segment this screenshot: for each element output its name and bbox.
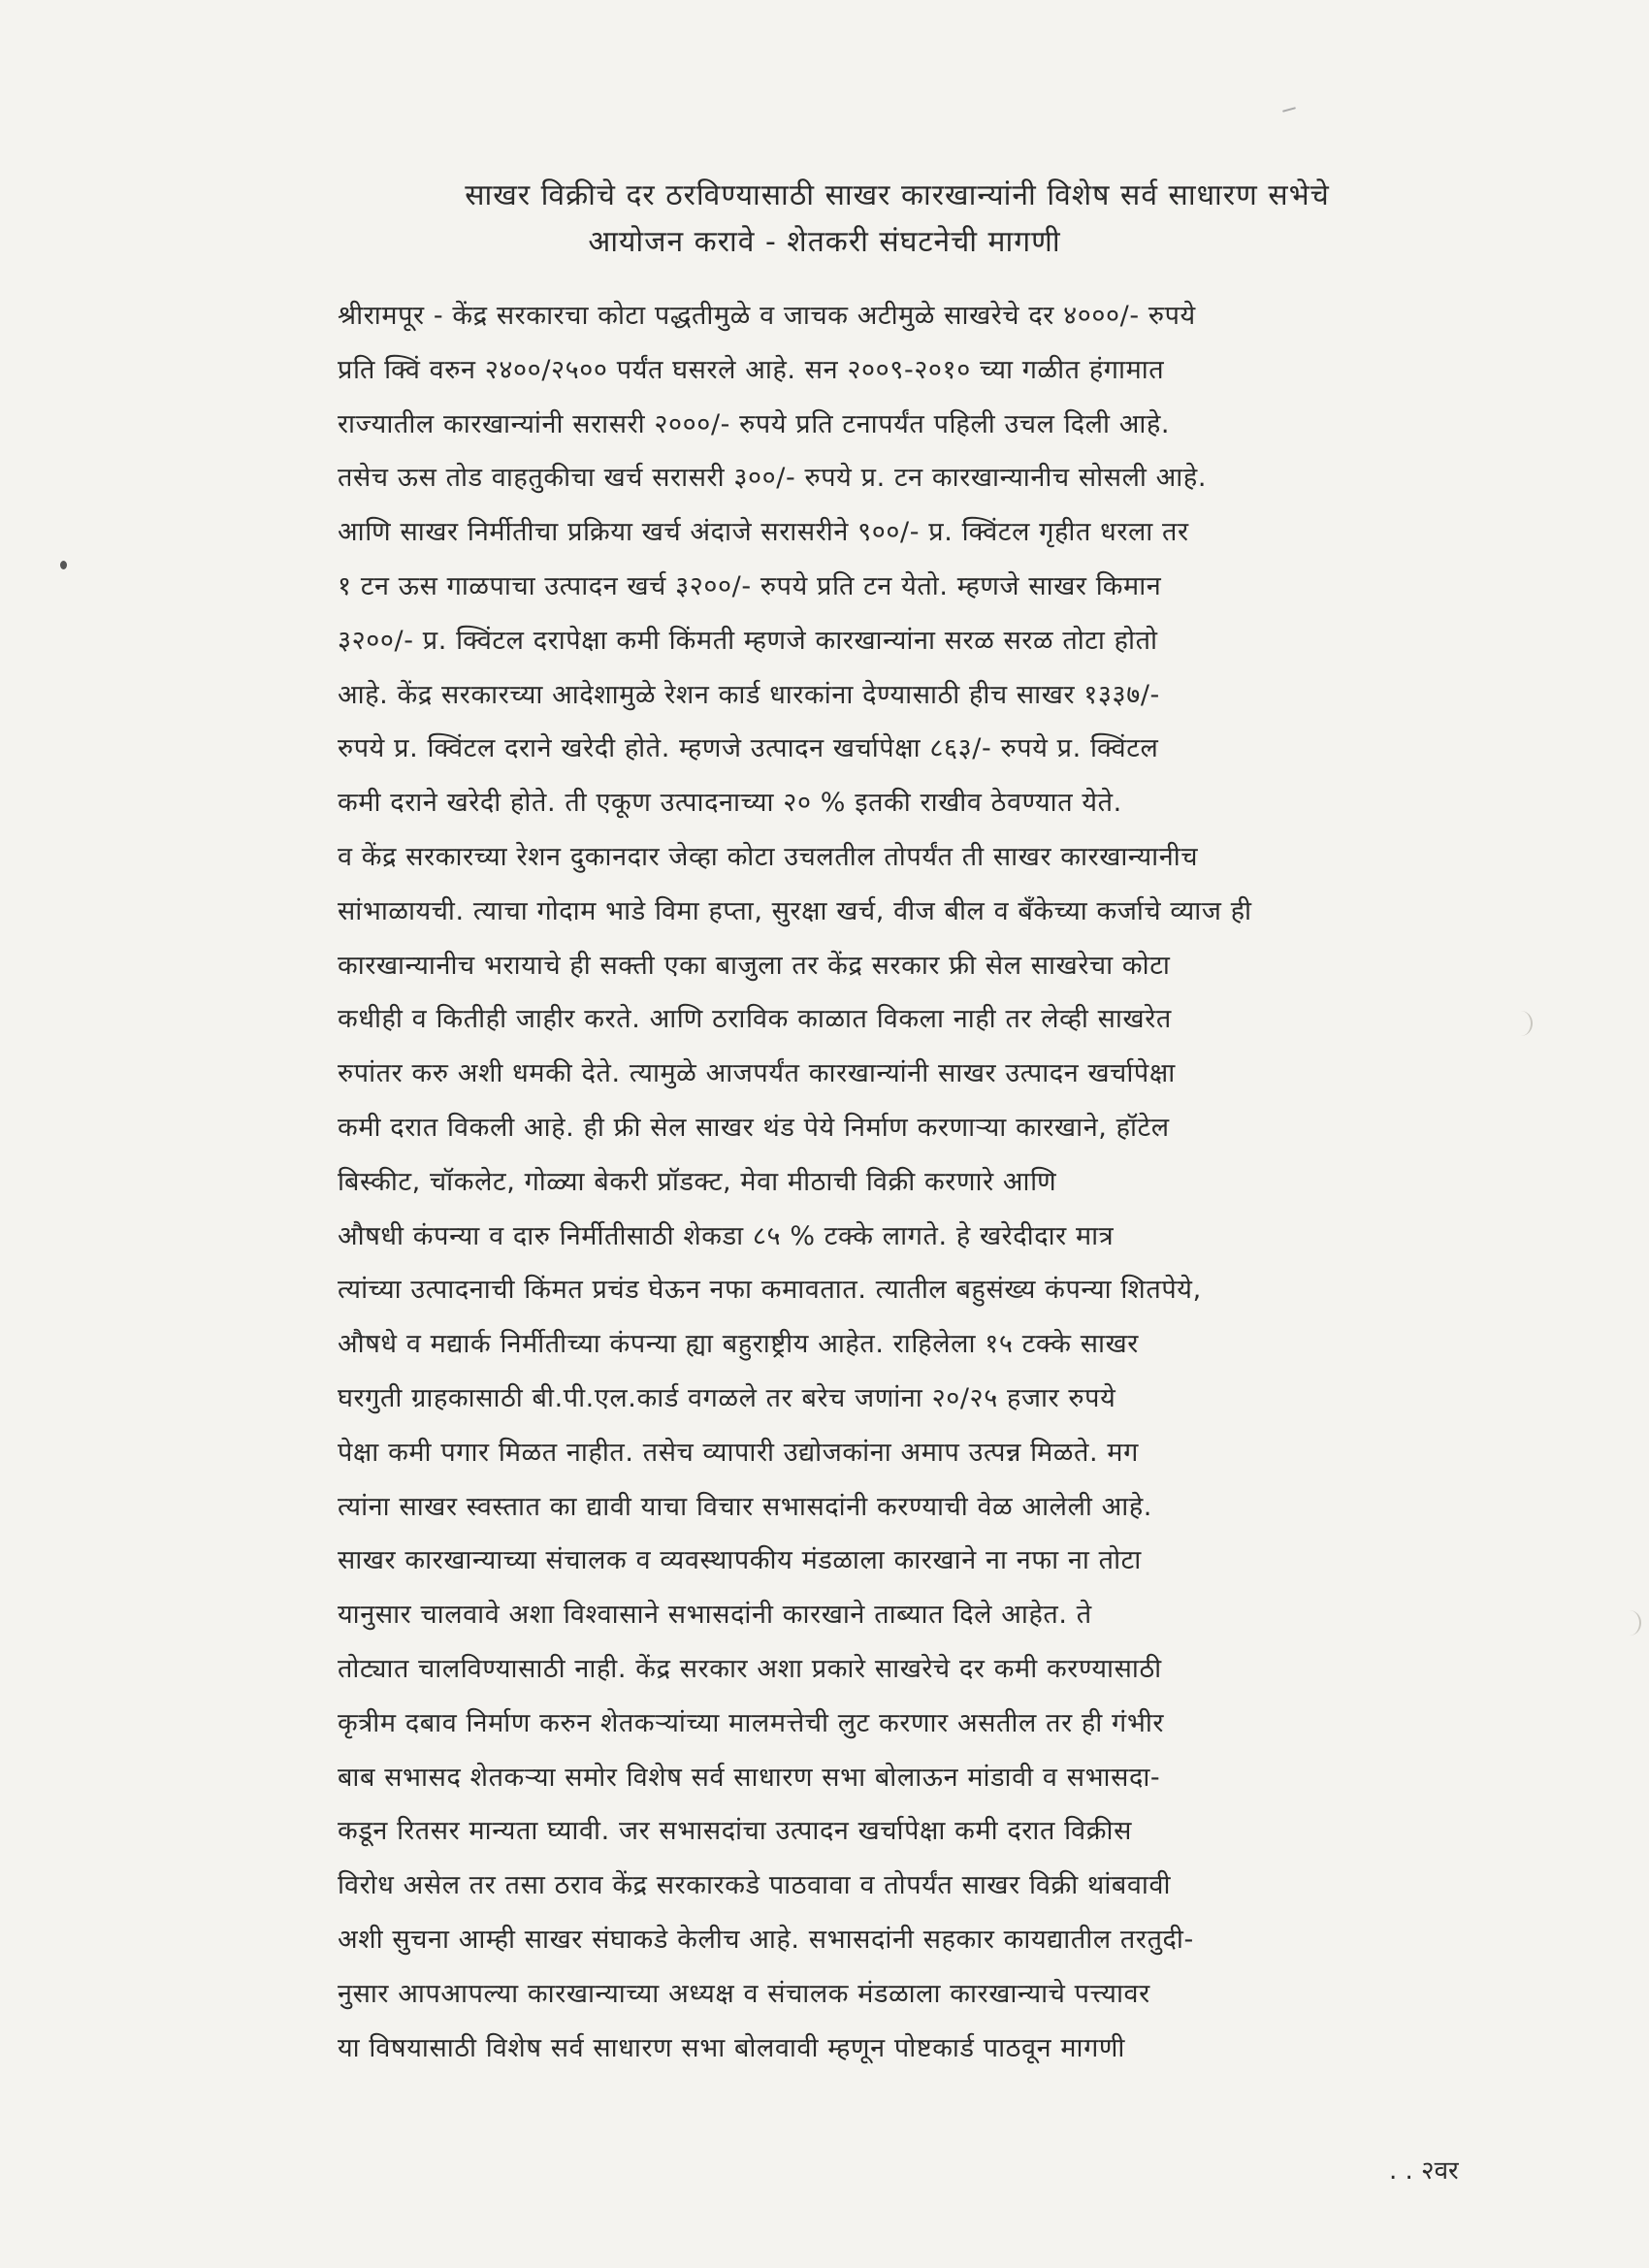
body-line: कडून रितसर मान्यता घ्यावी. जर सभासदांचा उत्पादन खर्चापेक्षा कमी दरात विक्रीस <box>338 1816 1132 1847</box>
body-line: रुपये प्र. क्विंटल दराने खरेदी होते. म्हणजे उत्पादन खर्चापेक्षा ८६३/- रुपये प्र. क्विंटल <box>338 733 1159 764</box>
body-line: १ टन ऊस गाळपाचा उत्पादन खर्च ३२००/- रुपये प्रति टन येतो. म्हणजे साखर किमान <box>338 570 1162 601</box>
body-line: ३२००/- प्र. क्विंटल दरापेक्षा कमी किंमती म्हणजे कारखान्यांना सरळ सरळ तोटा होतो <box>338 625 1158 656</box>
body-line: घरगुती ग्राहकासाठी बी.पी.एल.कार्ड वगळले तर बरेच जणांना २०/२५ हजार रुपये <box>338 1382 1116 1413</box>
body-line: अशी सुचना आम्ही साखर संघाकडे केलीच आहे. सभासदांनी सहकार कायद्यातील तरतुदी- <box>338 1924 1194 1955</box>
body-line: साखर कारखान्याच्या संचालक व व्यवस्थापकीय मंडळाला कारखाने ना नफा ना तोटा <box>338 1545 1142 1576</box>
document-heading <box>0 173 1649 266</box>
body-line: कमी दराने खरेदी होते. ती एकूण उत्पादनाच्या २० % इतकी राखीव ठेवण्यात येते. <box>338 788 1122 819</box>
body-line: यानुसार चालवावे अशा विश्वासाने सभासदांनी कारखाने ताब्यात दिले आहेत. ते <box>338 1600 1092 1631</box>
heading-line-1: साखर विक्रीचे दर ठरविण्यासाठी साखर कारखान्यांनी विशेष सर्व साधारण सभेचे <box>465 178 1330 212</box>
body-line: बिस्कीट, चॉकलेट, गोळ्या बेकरी प्रॉडक्ट, मेवा मीठाची विक्री करणारे आणि <box>338 1166 1057 1197</box>
body-line: राज्यातील कारखान्यांनी सरासरी २०००/- रुपये प्रति टनापर्यंत पहिली उचल दिली आहे. <box>338 408 1171 439</box>
body-line: कृत्रीम दबाव निर्माण करुन शेतकऱ्यांच्या मालमत्तेची लुट करणार असतील तर ही गंभीर <box>338 1707 1165 1738</box>
body-line: आणि साखर निर्मीतीचा प्रक्रिया खर्च अंदाजे सरासरीने ९००/- प्र. क्विंटल गृहीत धरला तर <box>338 517 1189 548</box>
body-line: व केंद्र सरकारच्या रेशन दुकानदार जेव्हा कोटा उचलतील तोपर्यंत ती साखर कारखान्यानीच <box>338 841 1199 872</box>
body-line: औषधे व मद्यार्क निर्मीतीच्या कंपन्या ह्या बहुराष्ट्रीय आहेत. राहिलेला १५ टक्के साखर <box>338 1329 1139 1360</box>
letter-body <box>338 289 1531 2075</box>
body-line: विरोध असेल तर तसा ठराव केंद्र सरकारकडे पाठवावा व तोपर्यंत साखर विक्री थांबवावी <box>338 1870 1172 1901</box>
body-line: कमी दरात विकली आहे. ही फ्री सेल साखर थंड पेये निर्माण करणाऱ्या कारखाने, हॉटेल <box>338 1112 1170 1143</box>
body-line: आहे. केंद्र सरकारच्या आदेशामुळे रेशन कार्ड धारकांना देण्यासाठी हीच साखर १३३७/- <box>338 679 1160 710</box>
body-line: श्रीरामपूर - केंद्र सरकारचा कोटा पद्धतीमुळे व जाचक अटीमुळे साखरेचे दर ४०००/- रुपये <box>338 301 1196 331</box>
body-line: त्यांच्या उत्पादनाची किंमत प्रचंड घेऊन नफा कमावतात. त्यातील बहुसंख्य कंपन्या शितपेये, <box>338 1275 1202 1306</box>
body-line: त्यांना साखर स्वस्तात का द्यावी याचा विचार सभासदांनी करण्याची वेळ आलेली आहे. <box>338 1491 1152 1522</box>
body-line: पेक्षा कमी पगार मिळत नाहीत. तसेच व्यापारी उद्योजकांना अमाप उत्पन्न मिळते. मग <box>338 1437 1139 1468</box>
body-line: कधीही व कितीही जाहीर करते. आणि ठराविक काळात विकला नाही तर लेव्ही साखरेत <box>338 1004 1172 1035</box>
body-line: सांभाळायची. त्याचा गोदाम भाडे विमा हप्ता, सुरक्षा खर्च, वीज बील व बँकेच्या कर्जाचे व्याज ही <box>338 895 1252 926</box>
continued-page-marker: . . २वर <box>1389 2156 1459 2186</box>
body-line: प्रति क्विं वरुन २४००/२५०० पर्यंत घसरले आहे. सन २००९-२०१० च्या गळीत हंगामात <box>338 354 1165 385</box>
body-line: तसेच ऊस तोड वाहतुकीचा खर्च सरासरी ३००/- रुपये प्र. टन कारखान्यानीच सोसली आहे. <box>338 463 1207 494</box>
pen-mark <box>1282 107 1296 113</box>
heading-line-2: आयोजन करावे - शेतकरी संघटनेची मागणी <box>588 225 1061 259</box>
ink-speck <box>60 561 67 569</box>
body-line: या विषयासाठी विशेष सर्व साधारण सभा बोलवावी म्हणून पोष्टकार्ड पाठवून मागणी <box>338 2032 1125 2063</box>
body-line: नुसार आपआपल्या कारखान्याच्या अध्यक्ष व संचालक मंडळाला कारखान्याचे पत्त्यावर <box>338 1978 1150 2009</box>
body-line: तोट्यात चालविण्यासाठी नाही. केंद्र सरकार अशा प्रकारे साखरेचे दर कमी करण्यासाठी <box>338 1653 1162 1684</box>
body-line: बाब सभासद शेतकऱ्या समोर विशेष सर्व साधारण सभा बोलाऊन मांडावी व सभासदा- <box>338 1762 1161 1793</box>
body-line: कारखान्यानीच भरायाचे ही सक्ती एका बाजुला तर केंद्र सरकार फ्री सेल साखरेचा कोटा <box>338 950 1171 981</box>
body-line: औषधी कंपन्या व दारु निर्मीतीसाठी शेकडा ८५ % टक्के लागते. हे खरेदीदार मात्र <box>338 1220 1115 1251</box>
paper-fold-mark <box>1618 1610 1641 1636</box>
body-line: रुपांतर करु अशी धमकी देते. त्यामुळे आजपर्यंत कारखान्यांनी साखर उत्पादन खर्चापेक्षा <box>338 1058 1176 1089</box>
